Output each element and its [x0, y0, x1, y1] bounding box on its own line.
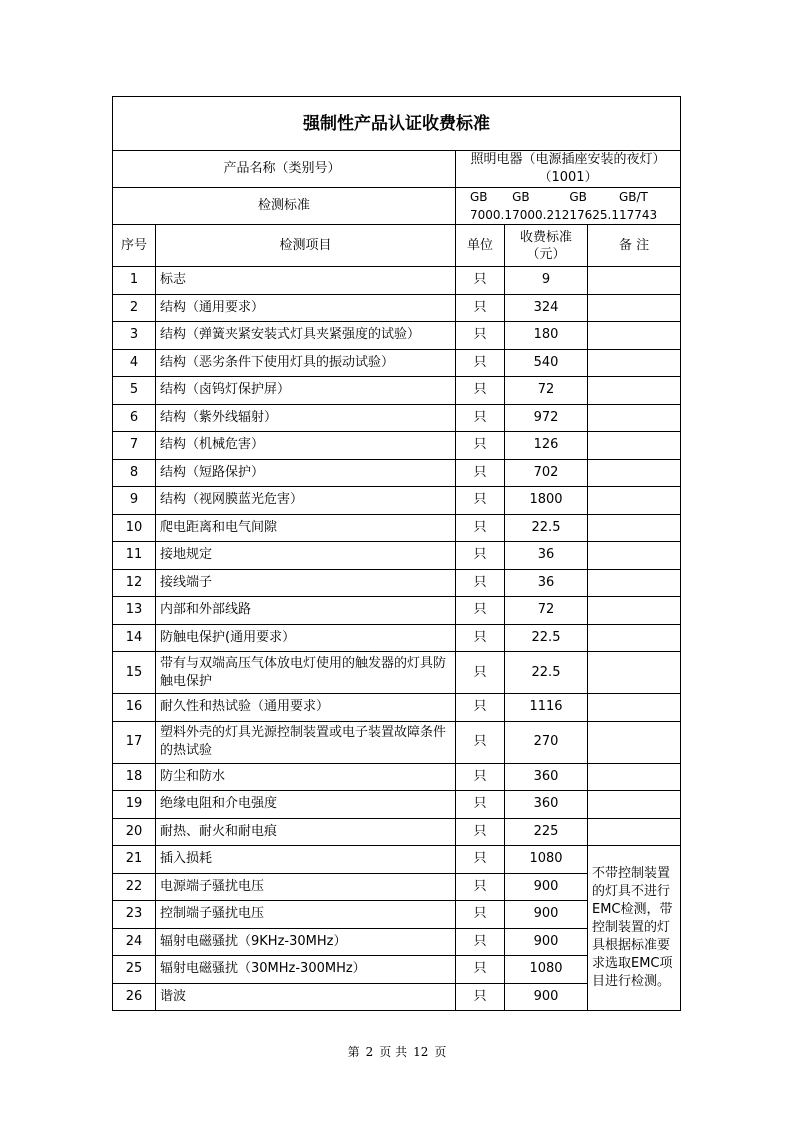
row-number: 8: [113, 459, 156, 487]
row-item: 标志: [156, 267, 456, 295]
table-row: [113, 818, 681, 846]
row-number: 16: [113, 694, 156, 722]
row-fee: 22.5: [505, 514, 588, 542]
row-fee: 126: [505, 432, 588, 460]
row-fee: 9: [505, 267, 588, 295]
row-remark: [588, 791, 681, 819]
header-fee-line2: （元）: [526, 246, 566, 262]
table-row: [113, 694, 681, 722]
row-fee: 22.5: [505, 652, 588, 694]
table-row: [113, 569, 681, 597]
row-item: 控制端子骚扰电压: [156, 901, 456, 929]
header-unit: 单位: [456, 225, 505, 267]
row-item: 辐射电磁骚扰（30MHz-300MHz）: [156, 956, 456, 984]
row-number: 10: [113, 514, 156, 542]
footer-prefix: 第: [347, 1045, 360, 1059]
row-fee: 36: [505, 569, 588, 597]
row-unit: 只: [456, 377, 505, 405]
row-fee: 1116: [505, 694, 588, 722]
row-number: 1: [113, 267, 156, 295]
row-number: 7: [113, 432, 156, 460]
row-unit: 只: [456, 928, 505, 956]
row-remark: [588, 624, 681, 652]
table-row: [113, 763, 681, 791]
row-item: 接线端子: [156, 569, 456, 597]
row-fee: 72: [505, 597, 588, 625]
row-unit: 只: [456, 514, 505, 542]
row-fee: 972: [505, 404, 588, 432]
table-row: [113, 624, 681, 652]
row-number: 20: [113, 818, 156, 846]
row-number: 18: [113, 763, 156, 791]
row-item: 结构（紫外线辐射）: [156, 404, 456, 432]
row-item: 结构（恶劣条件下使用灯具的振动试验）: [156, 349, 456, 377]
row-item: 插入损耗: [156, 846, 456, 874]
row-number: 14: [113, 624, 156, 652]
table-row: [113, 377, 681, 405]
row-unit: 只: [456, 322, 505, 350]
row-unit: 只: [456, 404, 505, 432]
row-remark: [588, 294, 681, 322]
standard-code: GB 7000.212: [512, 190, 570, 222]
row-fee: 900: [505, 873, 588, 901]
row-item: 绝缘电阻和介电强度: [156, 791, 456, 819]
row-number: 15: [113, 652, 156, 694]
row-remark: [588, 597, 681, 625]
row-fee: 540: [505, 349, 588, 377]
row-item: 耐久性和热试验（通用要求）: [156, 694, 456, 722]
row-remark: [588, 349, 681, 377]
row-remark: [588, 694, 681, 722]
table-row: [113, 432, 681, 460]
row-item: 结构（机械危害）: [156, 432, 456, 460]
row-item: 防尘和防水: [156, 763, 456, 791]
row-fee: 72: [505, 377, 588, 405]
row-fee: 36: [505, 542, 588, 570]
row-remark: [588, 514, 681, 542]
row-item: 电源端子骚扰电压: [156, 873, 456, 901]
table-row: [113, 597, 681, 625]
row-number: 22: [113, 873, 156, 901]
row-remark: [588, 818, 681, 846]
product-name-value: 照明电器（电源插座安装的夜灯）（1001）: [456, 151, 681, 188]
header-fee: [505, 225, 588, 267]
table-row: [113, 404, 681, 432]
row-item: 结构（卤钨灯保护屏）: [156, 377, 456, 405]
row-fee: 225: [505, 818, 588, 846]
row-number: 25: [113, 956, 156, 984]
row-fee: 324: [505, 294, 588, 322]
row-unit: 只: [456, 569, 505, 597]
table-row: [113, 542, 681, 570]
row-fee: 1800: [505, 487, 588, 515]
row-number: 9: [113, 487, 156, 515]
row-fee: 360: [505, 791, 588, 819]
row-number: 19: [113, 791, 156, 819]
row-item: 爬电距离和电气间隙: [156, 514, 456, 542]
row-remark: [588, 267, 681, 295]
row-number: 13: [113, 597, 156, 625]
row-number: 24: [113, 928, 156, 956]
row-unit: 只: [456, 624, 505, 652]
row-item: 辐射电磁骚扰（9KHz-30MHz）: [156, 928, 456, 956]
page-footer: [0, 1043, 794, 1060]
table-row: [113, 514, 681, 542]
row-remark: [588, 652, 681, 694]
row-item: 防触电保护(通用要求）: [156, 624, 456, 652]
row-item: 塑料外壳的灯具光源控制装置或电子装置故障条件的热试验: [156, 721, 456, 763]
header-remark: 备 注: [588, 225, 681, 267]
table-row: [113, 652, 681, 694]
row-fee: 180: [505, 322, 588, 350]
row-fee: 900: [505, 983, 588, 1011]
test-standard-values: [456, 188, 681, 225]
row-item: 谐波: [156, 983, 456, 1011]
footer-page-number: 2: [365, 1045, 374, 1059]
table-row: [113, 322, 681, 350]
row-fee: 1080: [505, 846, 588, 874]
row-unit: 只: [456, 542, 505, 570]
row-number: 2: [113, 294, 156, 322]
row-remark: [588, 432, 681, 460]
row-item: 结构（弹簧夹紧安装式灯具夹紧强度的试验）: [156, 322, 456, 350]
footer-total-pages: 12: [413, 1045, 429, 1059]
row-unit: 只: [456, 846, 505, 874]
row-fee: 360: [505, 763, 588, 791]
row-number: 26: [113, 983, 156, 1011]
row-number: 23: [113, 901, 156, 929]
standard-code: GB 7000.1: [470, 190, 512, 222]
row-fee: 900: [505, 928, 588, 956]
standard-code: GB 17625.1: [569, 190, 619, 222]
row-unit: 只: [456, 294, 505, 322]
row-remark: [588, 459, 681, 487]
row-unit: 只: [456, 652, 505, 694]
header-item: 检测项目: [156, 225, 456, 267]
row-remark: [588, 377, 681, 405]
table-row: [113, 267, 681, 295]
row-fee: 22.5: [505, 624, 588, 652]
product-name-label: 产品名称（类别号）: [113, 151, 456, 188]
header-fee-line1: 收费标准: [519, 229, 572, 245]
fee-table: [112, 96, 681, 1011]
row-unit: 只: [456, 694, 505, 722]
row-unit: 只: [456, 597, 505, 625]
row-remark: [588, 404, 681, 432]
row-unit: 只: [456, 267, 505, 295]
row-remark: [588, 487, 681, 515]
row-number: 4: [113, 349, 156, 377]
row-number: 17: [113, 721, 156, 763]
row-fee: 900: [505, 901, 588, 929]
row-unit: 只: [456, 956, 505, 984]
footer-suffix: 页: [434, 1045, 447, 1059]
row-remark: [588, 569, 681, 597]
table-row: [113, 846, 681, 874]
row-unit: 只: [456, 901, 505, 929]
row-number: 12: [113, 569, 156, 597]
row-number: 6: [113, 404, 156, 432]
row-number: 21: [113, 846, 156, 874]
row-item: 结构（通用要求）: [156, 294, 456, 322]
row-unit: 只: [456, 459, 505, 487]
footer-mid: 页 共: [379, 1045, 408, 1059]
table-row: [113, 349, 681, 377]
table-row: [113, 459, 681, 487]
row-item: 耐热、耐火和耐电痕: [156, 818, 456, 846]
row-remark: [588, 721, 681, 763]
row-item: 结构（短路保护）: [156, 459, 456, 487]
row-unit: 只: [456, 763, 505, 791]
table-row: [113, 294, 681, 322]
emc-remark-note: 不带控制装置的灯具不进行EMC检测，带控制装置的灯具根据标准要求选取EMC项目进行检测。: [588, 846, 681, 1011]
standard-code: GB/T 17743: [618, 190, 658, 222]
row-remark: [588, 763, 681, 791]
row-number: 11: [113, 542, 156, 570]
row-unit: 只: [456, 487, 505, 515]
row-fee: 702: [505, 459, 588, 487]
row-fee: 270: [505, 721, 588, 763]
header-no: 序号: [113, 225, 156, 267]
table-row: [113, 791, 681, 819]
row-remark: [588, 322, 681, 350]
row-unit: 只: [456, 791, 505, 819]
table-title: 强制性产品认证收费标准: [113, 97, 681, 151]
row-unit: 只: [456, 983, 505, 1011]
row-item: 带有与双端高压气体放电灯使用的触发器的灯具防触电保护: [156, 652, 456, 694]
test-standard-label: 检测标准: [113, 188, 456, 225]
row-remark: [588, 542, 681, 570]
table-row: [113, 487, 681, 515]
row-unit: 只: [456, 432, 505, 460]
row-unit: 只: [456, 721, 505, 763]
row-unit: 只: [456, 873, 505, 901]
table-row: [113, 721, 681, 763]
row-fee: 1080: [505, 956, 588, 984]
row-unit: 只: [456, 818, 505, 846]
row-unit: 只: [456, 349, 505, 377]
row-number: 3: [113, 322, 156, 350]
row-item: 内部和外部线路: [156, 597, 456, 625]
row-item: 接地规定: [156, 542, 456, 570]
row-number: 5: [113, 377, 156, 405]
row-item: 结构（视网膜蓝光危害）: [156, 487, 456, 515]
